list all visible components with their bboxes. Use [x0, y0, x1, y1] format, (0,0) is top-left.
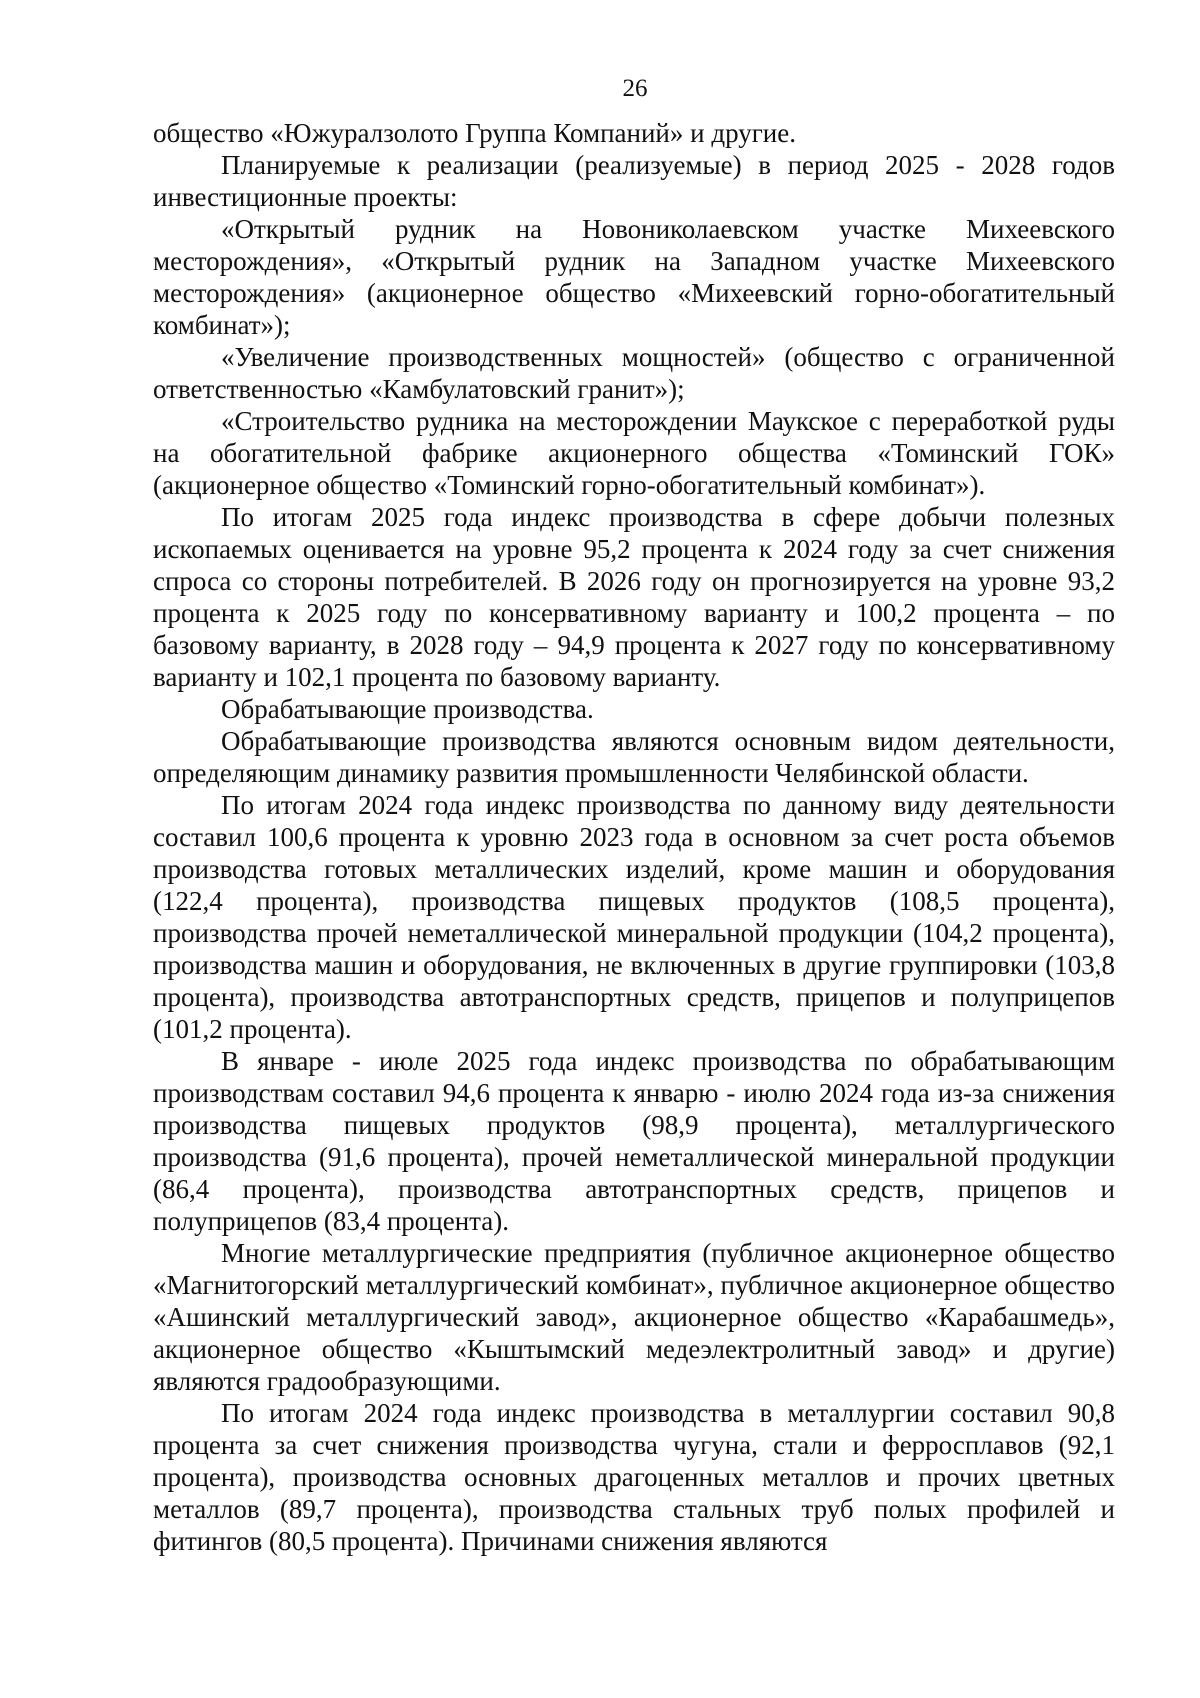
paragraph-manufacturing-2024: По итогам 2024 года индекс производства по данному виду деятельности составил 100,6 процента к уровню 2023 года в основном за счет роста объемов производства готовых металлических изделий, кроме машин и оборудования (122,4 процента), производства пищевых продуктов (108,5 процента), производства прочей неметаллической минеральной продукции (104,2 процента), производства машин и оборудования, не включенных в другие группировки (103,8 процента), производства автотранспортных средств, прицепов и полуприцепов (101,2 процента).	[153, 790, 1115, 1044]
paragraph-manufacturing-2025: В январе - июле 2025 года индекс производства по обрабатывающим производствам составил 94,6 процента к январю - июлю 2024 года из-за снижения производства пищевых продуктов (98,9 процента), металлургического производства (91,6 процента), прочей неметаллической минеральной продукции (86,4 процента), производства автотранспортных средств, прицепов и полуприцепов (83,4 процента).	[153, 1046, 1115, 1236]
paragraph-project-kambulatovsky: «Увеличение производственных мощностей» (общество с ограниченной ответственностью «Камбулатовский гранит»);	[153, 342, 1115, 404]
paragraph-manufacturing-role: Обрабатывающие производства являются основным видом деятельности, определяющим динамику развития промышленности Челябинской области.	[153, 726, 1115, 788]
paragraph-continuation: общество «Южуралзолото Группа Компаний» и другие.	[153, 118, 796, 148]
paragraph-metallurgical-enterprises: Многие металлургические предприятия (публичное акционерное общество «Магнитогорский металлургический комбинат», публичное акционерное общество «Ашинский металлургический завод», акционерное общество «Карабашмедь», акционерное общество «Кыштымский медеэлектролитный завод» и другие) являются градообразующими.	[153, 1238, 1115, 1396]
paragraph-manufacturing-heading: Обрабатывающие производства.	[221, 694, 594, 724]
paragraph-planned-projects: Планируемые к реализации (реализуемые) в период 2025 - 2028 годов инвестиционные проекты:	[153, 150, 1115, 212]
paragraph-project-mikheevsky: «Открытый рудник на Новониколаевском участке Михеевского месторождения», «Открытый рудник на Западном участке Михеевского месторождения» (акционерное общество «Михеевский горно-обогатительный комбинат»);	[153, 214, 1115, 340]
paragraph-metallurgy-2024: По итогам 2024 года индекс производства в металлургии составил 90,8 процента за счет снижения производства чугуна, стали и ферросплавов (92,1 процента), производства основных драгоценных металлов и прочих цветных металлов (89,7 процента), производства стальных труб полых профилей и фитингов (80,5 процента). Причинами снижения являются	[153, 1398, 1115, 1556]
paragraph-mining-index: По итогам 2025 года индекс производства в сфере добычи полезных ископаемых оценивается на уровне 95,2 процента к 2024 году за счет снижения спроса со стороны потребителей. В 2026 году он прогнозируется на уровне 93,2 процента к 2025 году по консервативному варианту и 100,2 процента – по базовому варианту, в 2028 году – 94,9 процента к 2027 году по консервативному варианту и 102,1 процента по базовому варианту.	[153, 502, 1115, 692]
page-number: 26	[622, 75, 648, 102]
paragraph-project-tominsky: «Строительство рудника на месторождении Маукское с переработкой руды на обогатительной фабрике акционерного общества «Томинский ГОК» (акционерное общество «Томинский горно-обогатительный комбинат»).	[153, 406, 1115, 500]
document-body	[153, 117, 1115, 1557]
